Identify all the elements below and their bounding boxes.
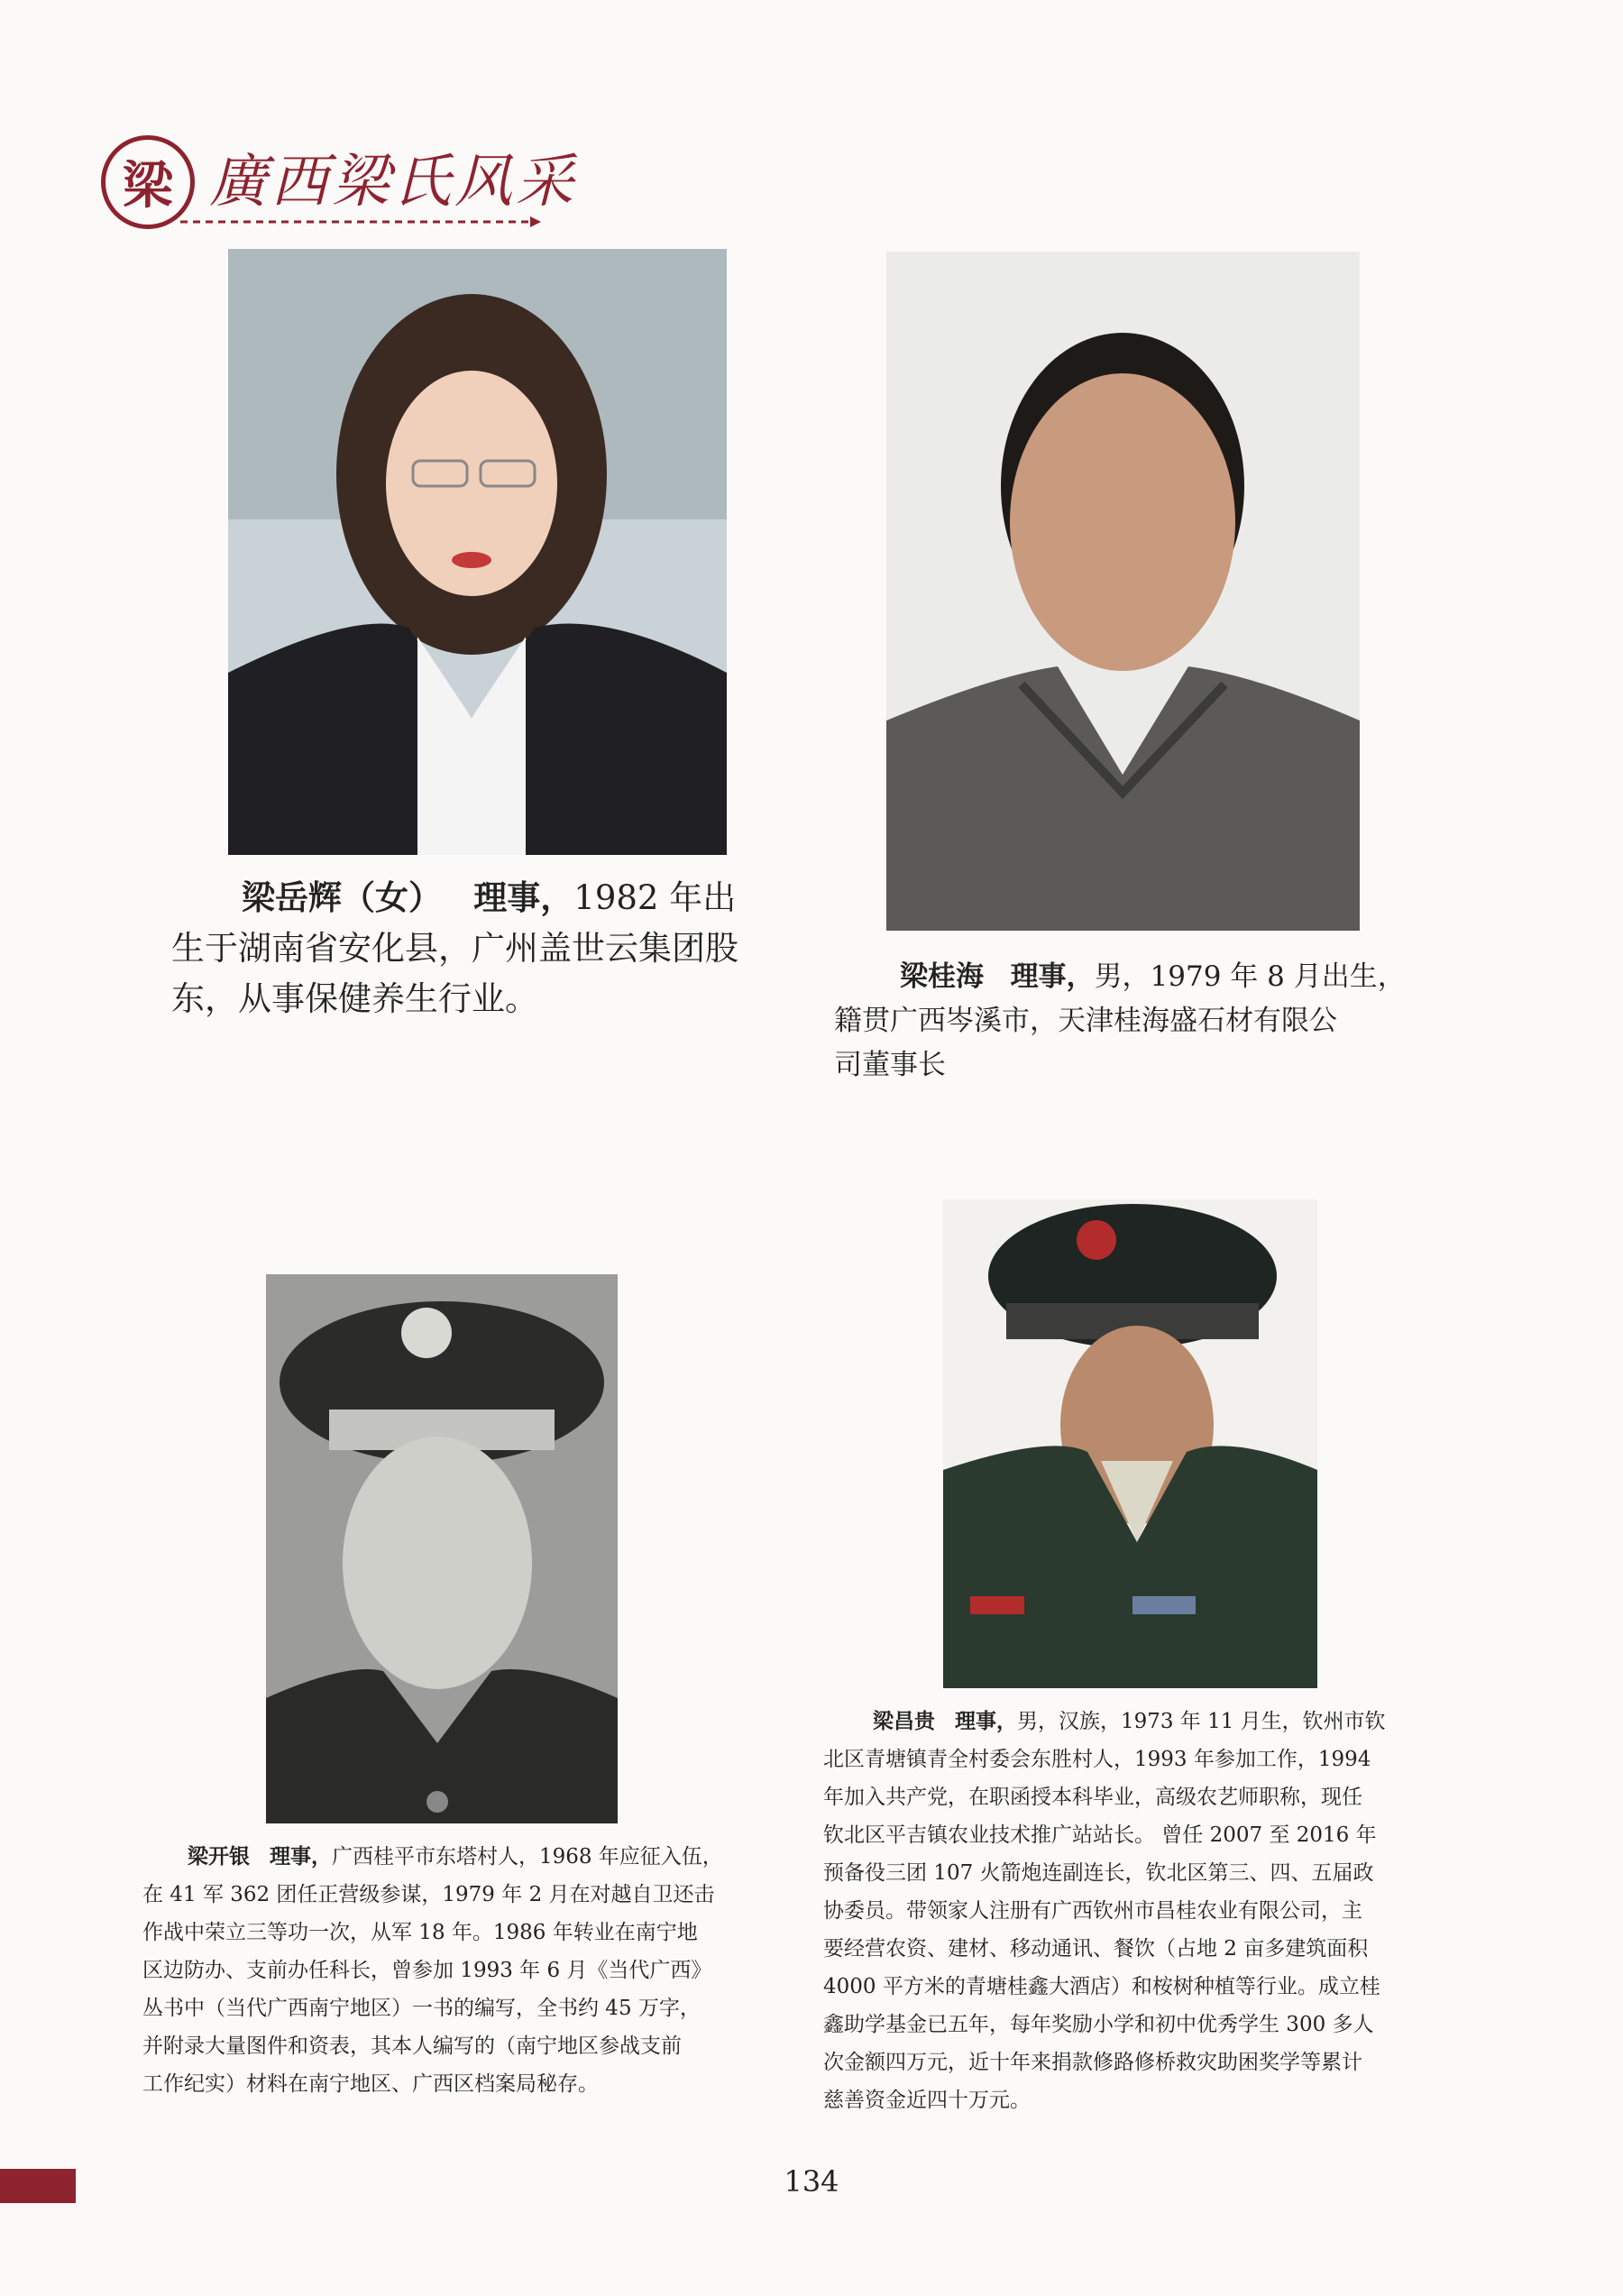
caption-line: 鑫助学基金已五年，每年奖励小学和初中优秀学生 300 多人 [823,2013,1374,2036]
caption-line: 在 41 军 362 团任正营级参谋，1979 年 2 月在对越自卫还击 [142,1883,715,1906]
person-role: 理事， [954,1710,1017,1733]
person-role: 理事， [473,878,574,917]
caption-line: 生于湖南省安化县，广州盖世云集团股 [171,929,738,968]
caption-line: 籍贯广西岑溪市，天津桂海盛石材有限公 [834,1005,1337,1037]
person-name: 梁桂海 [900,960,984,993]
caption-line [823,1703,1454,1740]
caption-line: 慈善资金近四十万元。 [823,2089,1031,2112]
portrait-photo-2 [886,252,1360,931]
caption-line: 并附录大量图件和资表，其本人编写的（南宁地区参战支前 [142,2034,682,2058]
portrait-photo-3 [266,1274,618,1823]
caption-line: 预备役三团 107 火箭炮连副连长，钦北区第三、四、五届政 [823,1861,1374,1885]
caption-line: 工作纪实）材料在南宁地区、广西区档案局秘存。 [142,2072,599,2096]
clan-seal-logo: 梁 [101,135,195,229]
caption-line: 区边防办、支前办任科长，曾参加 1993 年 6 月《当代广西》 [142,1959,712,1982]
caption-line: 司董事长 [834,1049,946,1081]
caption-line: 4000 平方米的青塘桂鑫大酒店）和桉树种植等行业。成立桂 [823,1975,1380,1998]
caption-text: 广西桂平市东塔村人，1968 年应征入伍， [331,1845,723,1869]
page-number: 134 [784,2164,839,2199]
profile-caption-1 [171,873,784,1024]
caption-text: 男，1979 年 8 月出生， [1094,960,1406,993]
caption-text: 1982 年出 [573,878,737,917]
caption-line: 协委员。带领家人注册有广西钦州市昌桂农业有限公司，主 [823,1899,1362,1923]
portrait-photo-4 [943,1199,1317,1688]
person-name: 梁昌贵 [873,1710,935,1733]
header-title: 廣西梁氏风采 [209,149,577,216]
person-name: 梁开银 [188,1845,250,1869]
person-name: 梁岳辉（女） [242,878,442,917]
caption-line: 次金额四万元，近十年来捐款修路修桥救灾助困奖学等累计 [823,2051,1362,2074]
person-role: 理事， [1010,960,1095,993]
caption-line: 钦北区平吉镇农业技术推广站站长。 曾任 2007 至 2016 年 [823,1823,1377,1847]
caption-text: 男，汉族，1973 年 11 月生，钦州市钦 [1016,1710,1386,1733]
person-role: 理事， [269,1845,332,1869]
portrait-photo-1 [228,249,727,855]
profile-caption-4 [823,1703,1454,2119]
caption-line [834,955,1447,999]
profile-caption-2 [834,955,1447,1088]
profile-caption-3 [142,1838,774,2103]
caption-line: 东，从事保健养生行业。 [171,979,538,1018]
caption-line: 要经营农资、建材、移动通讯、餐饮（占地 2 亩多建筑面积 [823,1937,1369,1961]
caption-line: 作战中荣立三等功一次，从军 18 年。1986 年转业在南宁地 [142,1921,698,1944]
caption-line [171,873,784,923]
caption-line: 丛书中（当代广西南宁地区）一书的编写，全书约 45 万字， [142,1997,701,2020]
caption-line: 北区青塘镇青全村委会东胜村人，1993 年参加工作，1994 [823,1748,1371,1771]
caption-line [142,1838,774,1876]
caption-line: 年加入共产党，在职函授本科毕业，高级农艺师职称，现任 [823,1786,1362,1809]
header-arrow-icon [180,216,541,227]
